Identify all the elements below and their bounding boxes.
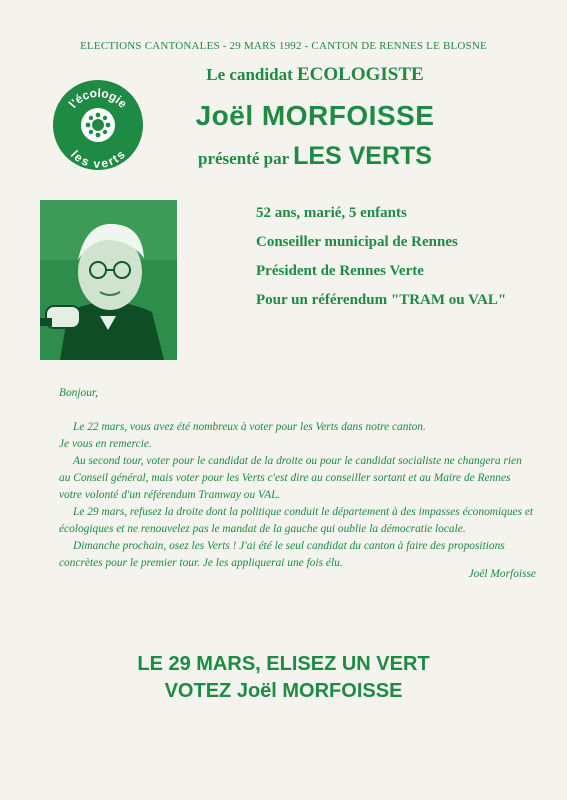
presented-by: [150, 142, 480, 171]
letter-body: [59, 385, 535, 572]
letter-paragraph: Au second tour, voter pour le candidat de la droite ou pour le candidat socialiste ne changera rien au Conseil général, mais voter pour les Verts c'est dire au conseiller sortant et au Maire de Rennes votre volonté d'un référendum Tramway ou VAL.: [59, 455, 522, 501]
candidate-intro: [150, 64, 480, 86]
presented-prefix: présenté par: [198, 149, 289, 168]
slogan-line-1: LE 29 MARS, ELISEZ UN VERT: [137, 653, 430, 675]
party-name: LES VERTS: [293, 142, 432, 170]
fact-line: Président de Rennes Verte: [256, 263, 424, 279]
intro-party-label: ECOLOGISTE: [296, 64, 424, 85]
intro-prefix: Le candidat: [206, 65, 293, 84]
slogan-line-2: VOTEZ Joël MORFOISSE: [164, 680, 403, 702]
candidate-facts: [256, 205, 506, 321]
portrait-illustration: [40, 200, 177, 360]
logo-bottom-text: les verts: [67, 147, 128, 171]
letter-signature: Joël Morfoisse: [468, 568, 536, 580]
candidate-photo: [40, 200, 177, 360]
fact-line: 52 ans, marié, 5 enfants: [256, 205, 407, 221]
candidate-name: Joël MORFOISSE: [195, 100, 435, 131]
letter-paragraph: Le 22 mars, vous avez été nombreux à voter pour les Verts dans notre canton.: [73, 421, 426, 433]
fact-line: Pour un référendum "TRAM ou VAL": [256, 292, 507, 308]
logo-top-text: l'écologie: [65, 85, 130, 111]
election-header: ELECTIONS CANTONALES - 29 MARS 1992 - CANTON DE RENNES LE BLOSNE: [80, 40, 487, 52]
fact-line: Conseiller municipal de Rennes: [256, 234, 458, 250]
ecologie-logo: [52, 79, 144, 171]
letter-greeting: Bonjour,: [59, 387, 98, 399]
letter-paragraph: Dimanche prochain, osez les Verts ! J'ai été le seul candidat du canton à faire des propositions concrètes pour le premier tour. Je les appliquerai une fois élu.: [59, 540, 505, 569]
letter-paragraph: Le 29 mars, refusez la droite dont la politique conduit le département à des impasses économiques et écologiques et ne renouvelez pas le mandat de la gauche qui oublie la démocratie locale.: [59, 506, 534, 535]
letter-paragraph: Je vous en remercie.: [59, 438, 152, 450]
